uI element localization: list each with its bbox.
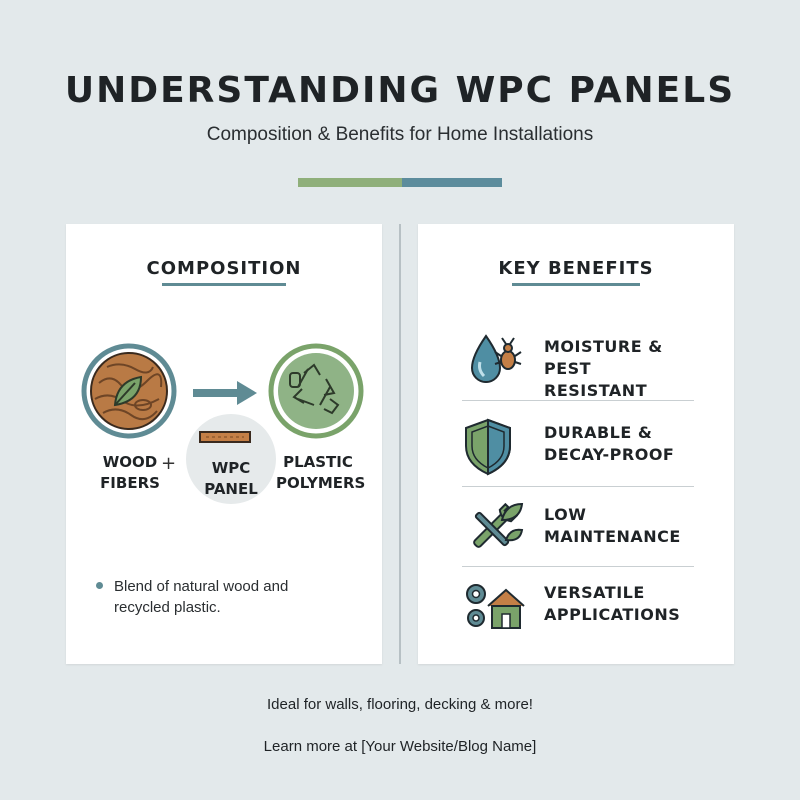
- benefit-separator: [462, 400, 694, 401]
- accent-bar-green: [298, 178, 402, 187]
- benefits-heading: [418, 258, 734, 286]
- wpc-label-line-1: WPC: [211, 459, 251, 477]
- wpc-label-line-2: PANEL: [204, 480, 258, 498]
- benefit-item-maintenance: [462, 500, 694, 560]
- composition-heading-underline: [162, 283, 286, 286]
- benefit-separator: [462, 566, 694, 567]
- wood-fibers-label: [100, 452, 160, 494]
- benefit-line: VERSATILE: [544, 583, 645, 602]
- recycle-icon: [268, 343, 364, 439]
- benefit-line: RESISTANT: [544, 381, 648, 400]
- composition-heading: [66, 258, 382, 286]
- composition-heading-text: COMPOSITION: [146, 258, 302, 279]
- benefit-text: [544, 422, 674, 466]
- benefit-line: MOISTURE & PEST: [544, 337, 663, 378]
- plus-sign: +: [161, 453, 177, 474]
- bullet-line-1: Blend of natural wood and: [114, 578, 289, 595]
- benefits-heading-text: KEY BENEFITS: [498, 258, 654, 279]
- accent-bar-blue: [402, 178, 502, 187]
- benefit-line: APPLICATIONS: [544, 605, 681, 624]
- plastic-label-line-1: PLASTIC: [283, 453, 353, 471]
- wpc-panel-label: [196, 458, 266, 500]
- shield-icon: [462, 418, 528, 476]
- benefit-line: LOW: [544, 505, 587, 524]
- wood-leaf-icon: [81, 343, 177, 439]
- wood-label-line-1: WOOD: [102, 453, 158, 471]
- bullet-line-2: recycled plastic.: [114, 599, 221, 616]
- gear-house-icon: [462, 578, 528, 632]
- footer-tagline: Ideal for walls, flooring, decking & more!: [267, 696, 533, 713]
- benefit-text: [544, 504, 681, 548]
- benefit-line: DURABLE &: [544, 423, 653, 442]
- wrench-leaf-icon: [462, 500, 528, 558]
- benefit-text: [544, 336, 694, 402]
- plastic-polymers-label: [276, 452, 366, 494]
- arrow-right-icon: [191, 380, 259, 406]
- benefit-text: [544, 582, 680, 626]
- benefit-item-durable: [462, 416, 694, 476]
- benefit-item-moisture: [462, 332, 694, 400]
- footer-cta[interactable]: Learn more at [Your Website/Blog Name]: [263, 738, 537, 755]
- panel-divider: [399, 224, 401, 664]
- benefit-line: DECAY-PROOF: [544, 445, 675, 464]
- page-title: UNDERSTANDING WPC PANELS: [64, 70, 736, 111]
- bullet-dot: [96, 582, 103, 589]
- benefit-separator: [462, 486, 694, 487]
- plastic-label-line-2: POLYMERS: [276, 474, 366, 492]
- wood-label-line-2: FIBERS: [100, 474, 160, 492]
- benefit-line: MAINTENANCE: [544, 527, 681, 546]
- water-drop-pest-icon: [462, 332, 528, 390]
- benefits-heading-underline: [512, 283, 640, 286]
- benefit-item-versatile: [462, 578, 694, 638]
- bullet-text: [114, 576, 344, 618]
- page-subtitle: Composition & Benefits for Home Installations: [206, 124, 594, 145]
